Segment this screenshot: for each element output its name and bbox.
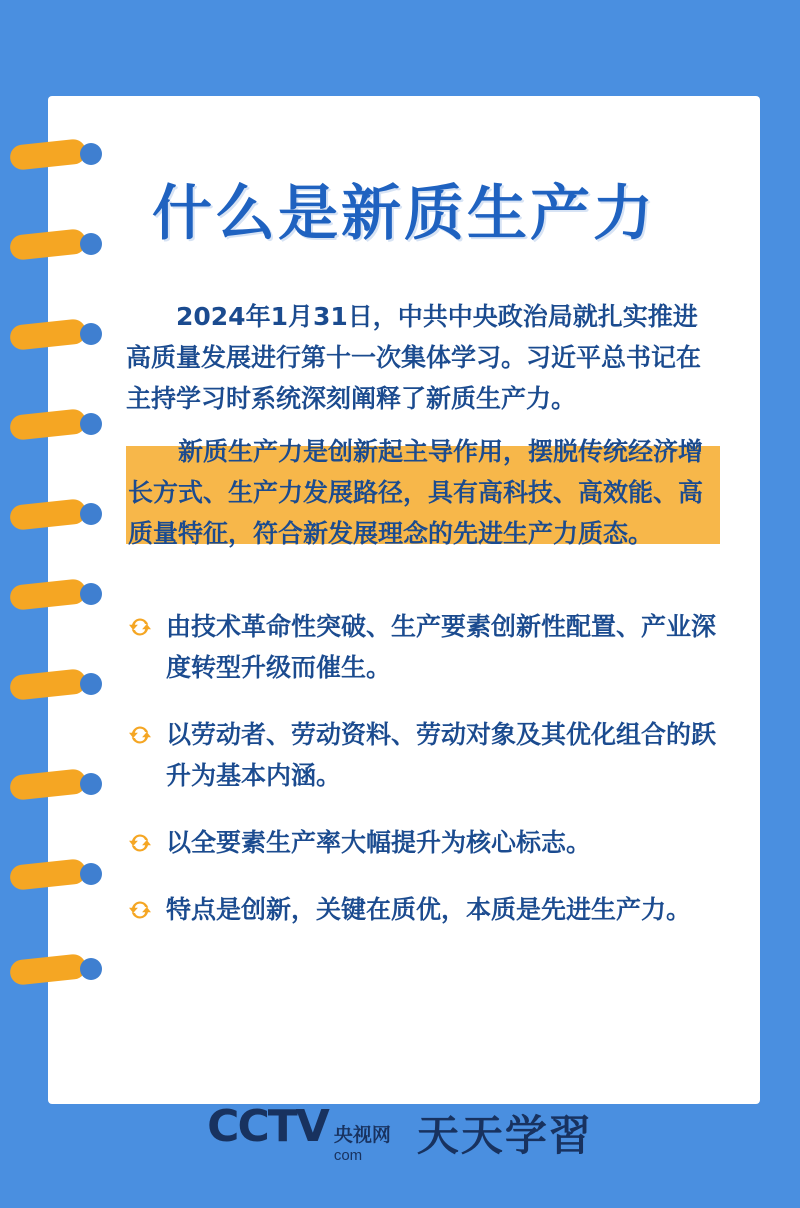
cctv-logo xyxy=(207,1101,391,1166)
paragraph-1: 2024年1月31日，中共中央政治局就扎实推进高质量发展进行第十一次集体学习。习近平总书记在主持学习时系统深刻阐释了新质生产力。 xyxy=(126,302,702,413)
paragraph-2-highlighted: 新质生产力是创新起主导作用，摆脱传统经济增长方式、生产力发展路径，具有高科技、高效能、高质量特征，符合新发展理念的先进生产力质态。 xyxy=(126,431,720,554)
spiral-binding xyxy=(10,120,130,1020)
binding-ring xyxy=(10,580,102,610)
list-item-label: 以全要素生产率大幅提升为核心标志。 xyxy=(166,828,592,857)
refresh-circle-icon xyxy=(128,615,152,639)
paper-card xyxy=(48,96,760,1104)
binding-ring xyxy=(10,770,102,800)
refresh-circle-icon xyxy=(128,898,152,922)
list-item xyxy=(126,822,720,863)
tiantian-xuexi-logo: 天天学習 xyxy=(416,1111,593,1160)
refresh-circle-icon xyxy=(128,723,152,747)
cctv-wordmark: CCTV xyxy=(207,1100,328,1152)
binding-ring xyxy=(10,860,102,890)
article-content xyxy=(126,296,720,956)
list-item-label: 以劳动者、劳动资料、劳动对象及其优化组合的跃升为基本内涵。 xyxy=(166,720,717,790)
binding-ring xyxy=(10,500,102,530)
cctv-chinese-label xyxy=(334,1126,391,1166)
list-item-label: 由技术革命性突破、生产要素创新性配置、产业深度转型升级而催生。 xyxy=(166,612,717,682)
cctv-domain-suffix: com xyxy=(333,1146,363,1164)
refresh-circle-icon xyxy=(128,831,152,855)
binding-ring xyxy=(10,230,102,260)
list-item xyxy=(126,889,720,930)
binding-ring xyxy=(10,670,102,700)
page-title: 什么是新质生产力 xyxy=(152,179,656,249)
cctv-chinese-top: 央视网 xyxy=(333,1124,391,1146)
bullet-list xyxy=(126,606,720,930)
binding-ring xyxy=(10,410,102,440)
list-item xyxy=(126,714,720,796)
binding-ring xyxy=(10,955,102,985)
list-item-label: 特点是创新，关键在质优，本质是先进生产力。 xyxy=(166,895,692,924)
footer-logos xyxy=(0,1098,800,1168)
binding-ring xyxy=(10,320,102,350)
binding-ring xyxy=(10,140,102,170)
list-item xyxy=(126,606,720,688)
